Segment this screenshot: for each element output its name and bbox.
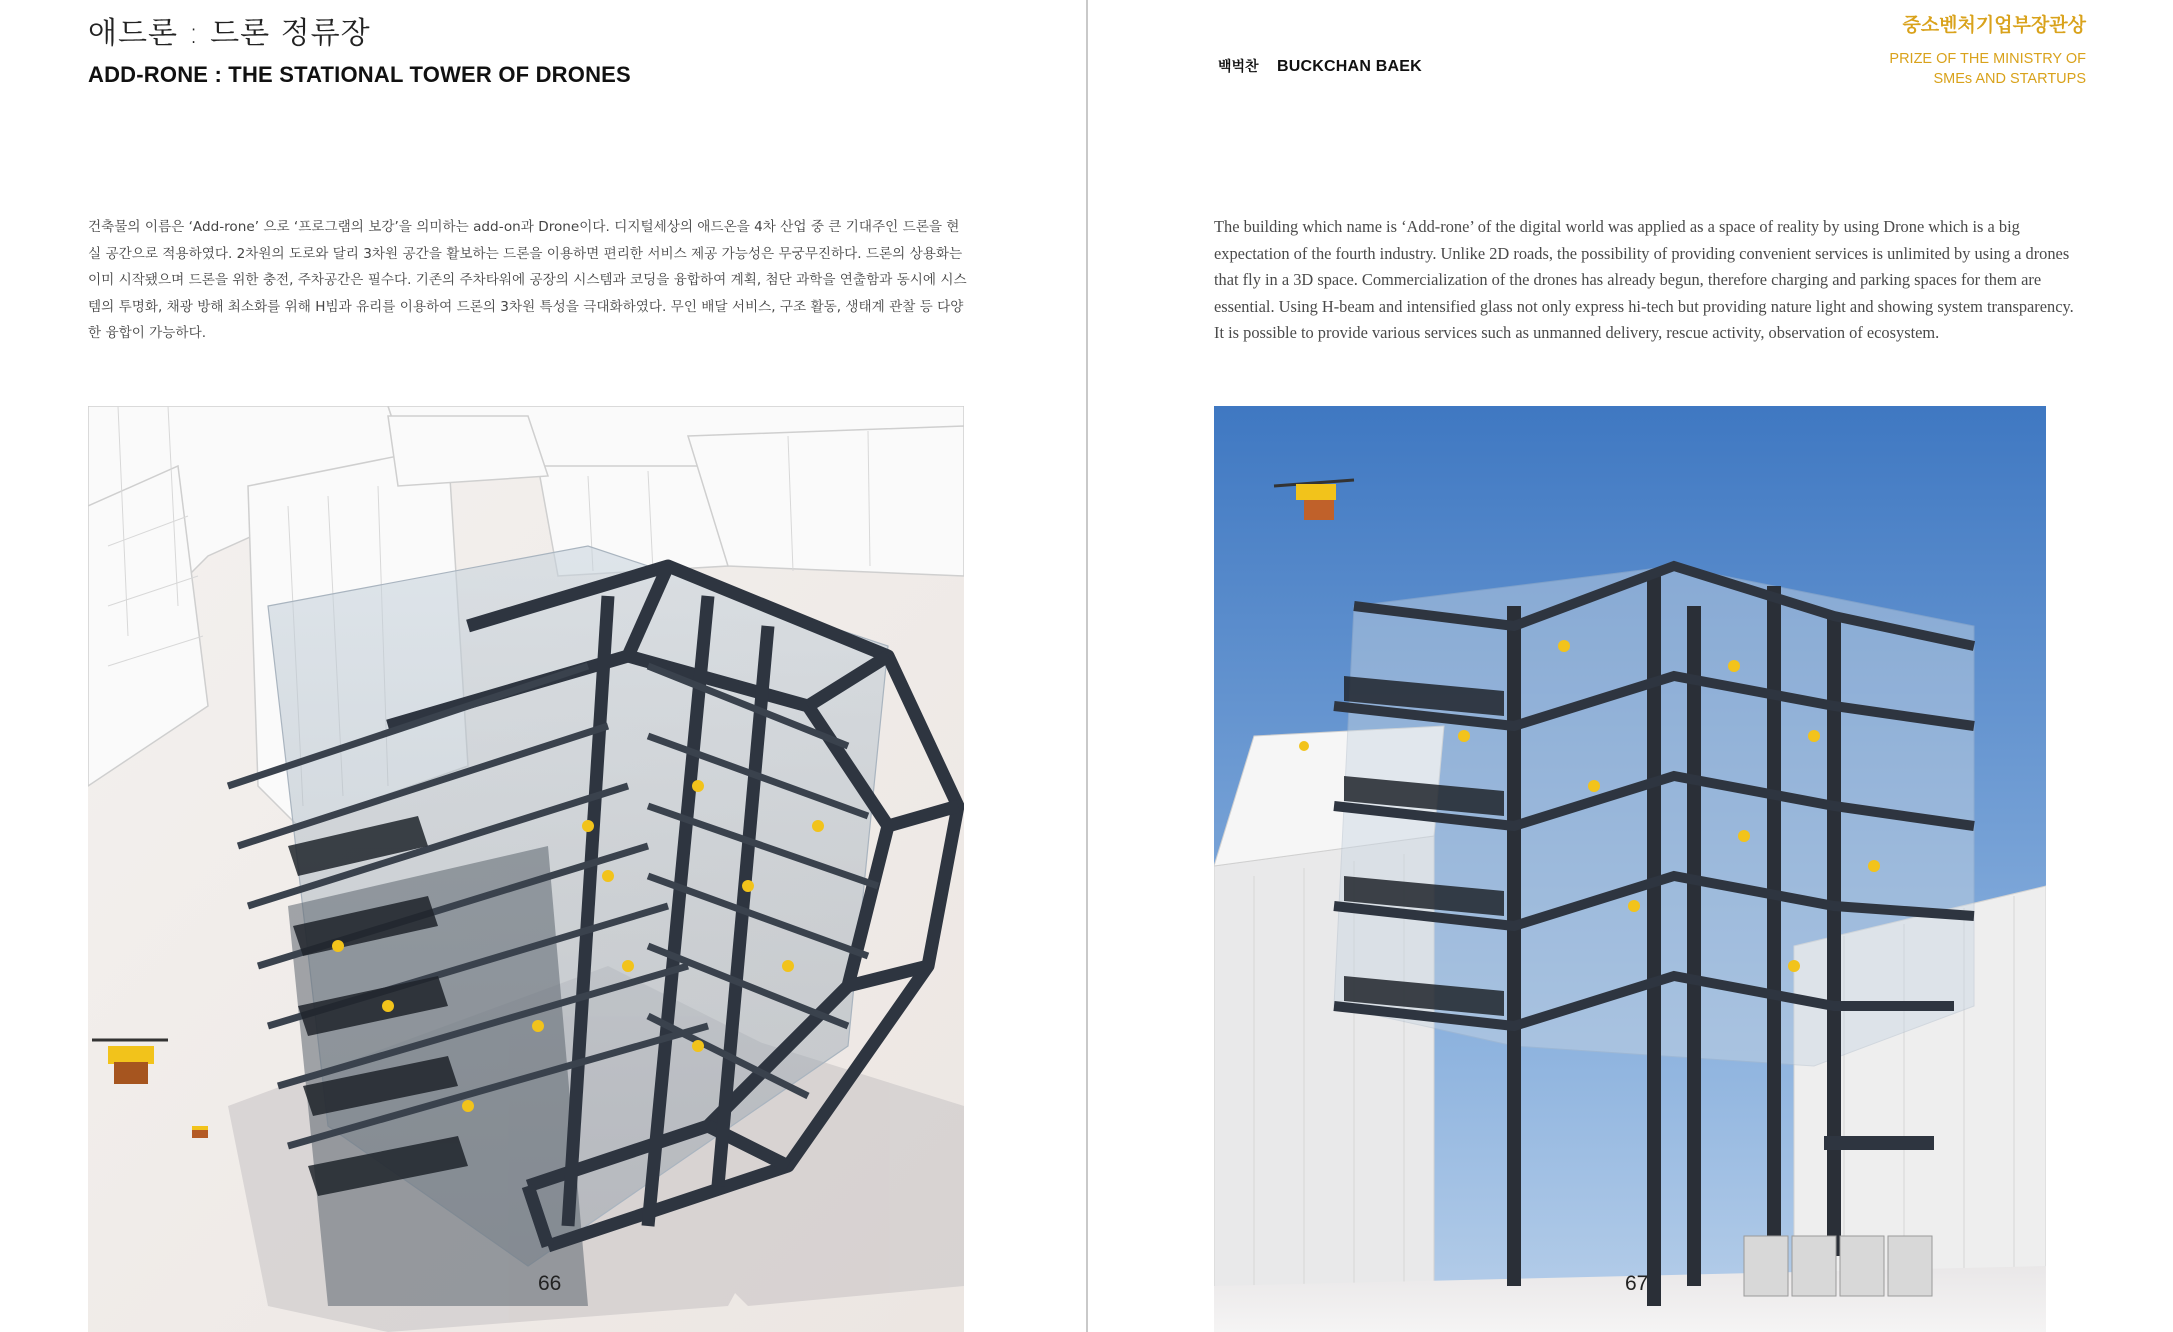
description-korean: 건축물의 이름은 ‘Add-rone’ 으로 ‘프로그램의 보강’을 의미하는 add-on과 Drone이다. 디지털세상의 애드온을 4차 산업 중 큰 기대주인 드론을 현실 공간으로 적용하였다. 2차원의 도로와 달리 3차원 공간을 활보하는 드론을 이용하면 편리한 서비스 제공 가능성은 무궁무진하다. 드론의 상용화는 이미 시작됐으며 드론을 위한 충전, 주차공간은 필수다. 기존의 주차타워에 공장의 시스템과 코딩을 융합하여 계획, 첨단 과학을 연출함과 동시에 시스템의 투명화, 채광 방해 최소화를 위해 H빔과 유리를 이용하여 드론의 3차원 특성을 극대화하였다. 무인 배달 서비스, 구조 활동, 생태계 관찰 등 다양한 융합이 가능하다.	[88, 219, 967, 342]
description-english: The building which name is ‘Add-rone’ of the digital world was applied as a space of reality by using Drone which is a big expectation of the fourth industry. Unlike 2D roads, the possibility of providing convenient services is unlimited by using a drones that fly in a 3D space. Commercialization of the drones has already begun, therefore charging and parking spaces for them are essential. Using H-beam and intensified glass not only express hi-tech but providing nature light and showing system transparency. It is possible to provide various services such as unmanned delivery, rescue activity, observation of ecosystem.	[1214, 217, 2074, 343]
author-name-korean: 백벅찬	[1218, 59, 1259, 75]
prize-english-line2: SMEs AND STARTUPS	[1933, 71, 2086, 87]
prize-english-line1: PRIZE OF THE MINISTRY OF	[1889, 51, 2086, 67]
author-name	[1218, 56, 1422, 76]
title-english: ADD-RONE : THE STATIONAL TOWER OF DRONES	[88, 62, 631, 87]
prize-label	[1889, 10, 2086, 89]
prize-korean: 중소벤처기업부장관상	[1902, 14, 2086, 36]
rendering-aerial-view	[88, 406, 964, 1332]
left-page	[0, 0, 1086, 1332]
right-page	[1088, 0, 2173, 1332]
rendering-street-view	[1214, 406, 2046, 1332]
title-korean: 애드론 : 드론 정류장	[88, 16, 371, 51]
author-name-english: BUCKCHAN BAEK	[1277, 58, 1422, 75]
page-number-right: 67	[1625, 1272, 1649, 1295]
page-number-left: 66	[538, 1272, 562, 1295]
